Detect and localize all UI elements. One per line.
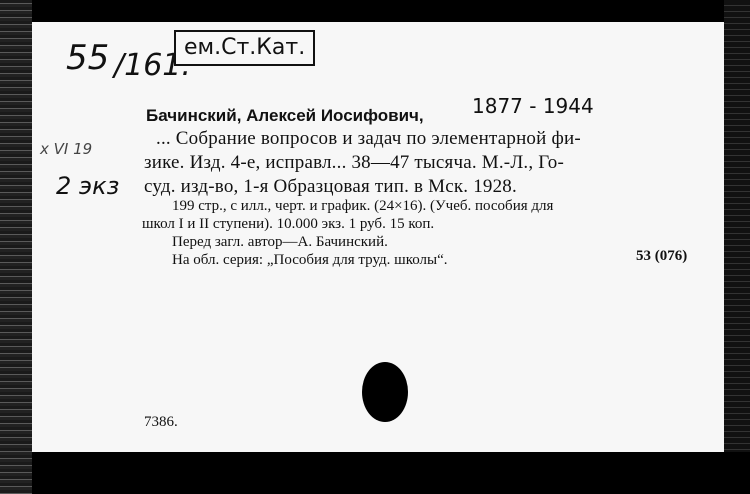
author-name: Бачинский, Алексей Иосифович, [146,106,424,125]
card-number: 7386. [144,414,178,430]
note-line-1: Перед загл. автор—А. Бачинский. [172,234,388,250]
classification-code: 53 (076) [636,248,688,264]
card-punch-hole [362,362,408,422]
title-line-1: ... Собрание вопросов и задач по элементарной фи- [156,128,581,149]
title-line-3: суд. изд-во, 1-я Образцовая тип. в Мск. 1928. [144,176,517,197]
call-number: 55 [66,38,110,78]
life-years: 1877 - 1944 [472,94,594,118]
call-number-sub: /161. [114,48,191,83]
scan-top-edge [32,0,724,22]
catalog-card [32,22,724,452]
catalog-stamp: ем.Ст.Кат. [174,30,315,66]
scan-left-edge [0,0,32,494]
note-line-2: На обл. серия: „Пособия для труд. школы“. [172,252,448,268]
scan-bottom-edge [32,452,750,494]
title-line-2: зике. Изд. 4-е, исправл... 38—47 тысяча. М.-Л., Го- [144,152,565,173]
description-line-1: 199 стр., с илл., черт. и график. (24×16). (Учеб. пособия для [172,198,554,214]
margin-note: х VI 19 [40,140,93,158]
description-line-2: школ I и II ступени). 10.000 экз. 1 руб. 15 коп. [142,216,435,232]
scan-right-edge [724,0,750,452]
copies-note: 2 экз [56,172,120,200]
